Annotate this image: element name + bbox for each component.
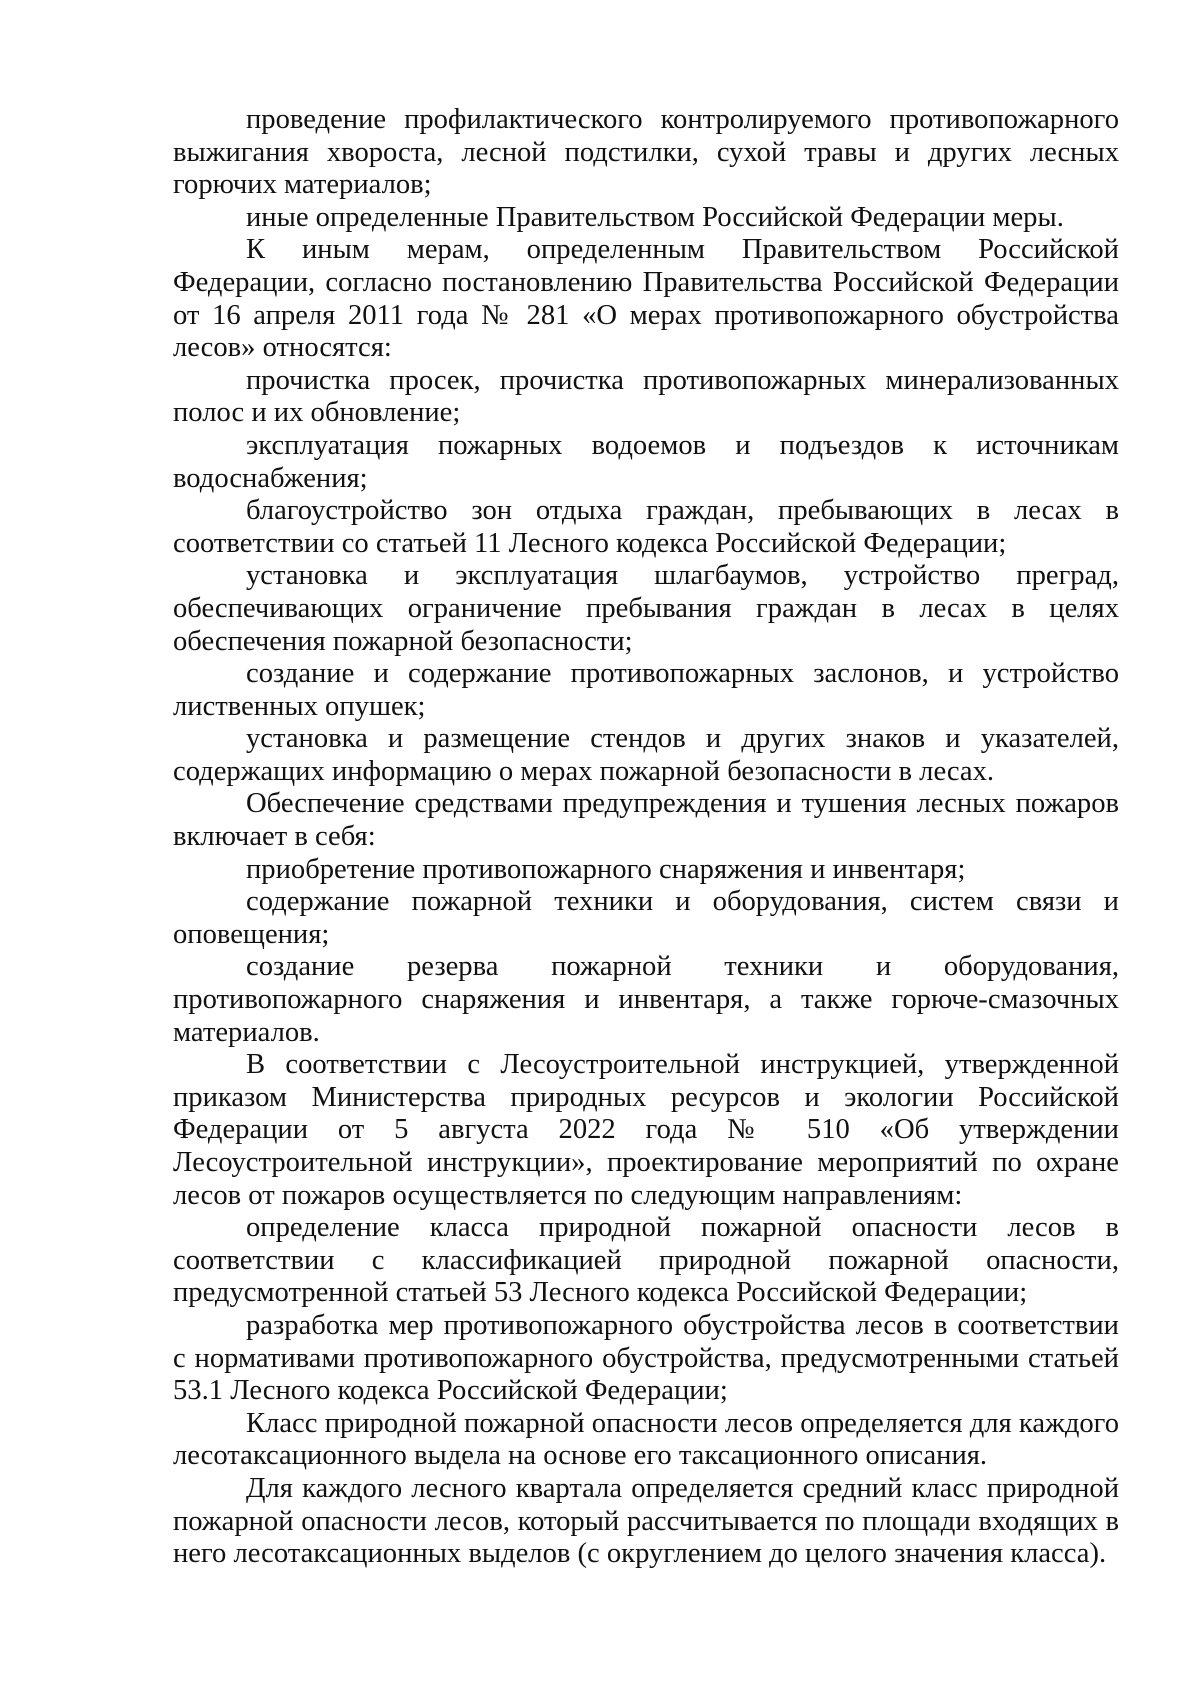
paragraph-15: определение класса природной пожарной опасности лесов в соответствии с классификацией природной пожарной опасности, предусмотренной статьей 53 Лесного кодекса Российской Федерации; xyxy=(173,1212,1119,1309)
paragraph-12: содержание пожарной техники и оборудования, систем связи и оповещения; xyxy=(173,886,1119,950)
paragraph-9: установка и размещение стендов и других знаков и указателей, содержащих информацию о мерах пожарной безопасности в лесах. xyxy=(173,723,1119,787)
paragraph-4: прочистка просек, прочистка противопожарных минерализованных полос и их обновление; xyxy=(173,364,1119,429)
document-page xyxy=(173,104,1119,1571)
paragraph-8: создание и содержание противопожарных заслонов, и устройство лиственных опушек; xyxy=(173,658,1119,722)
paragraph-13: создание резерва пожарной техники и оборудования, противопожарного снаряжения и инвентаря, а также горюче-смазочных материалов. xyxy=(173,951,1119,1048)
paragraph-10: Обеспечение средствами предупреждения и тушения лесных пожаров включает в себя: xyxy=(173,788,1119,853)
paragraph-16: разработка мер противопожарного обустройства лесов в соответствии с нормативами противопожарного обустройства, предусмотренными статьей 53.1 Лесного кодекса Российской Федерации; xyxy=(173,1309,1119,1407)
paragraph-11: приобретение противопожарного снаряжения и инвентаря; xyxy=(246,853,966,885)
paragraph-6: благоустройство зон отдыха граждан, пребывающих в лесах в соответствии со статьей 11 Лесного кодекса Российской Федерации; xyxy=(173,495,1119,559)
paragraph-7: установка и эксплуатация шлагбаумов, устройство преград, обеспечивающих ограничение пребывания граждан в лесах в целях обеспечения пожарной безопасности; xyxy=(173,560,1119,657)
paragraph-1: проведение профилактического контролируемого противопожарного выжигания хвороста, лесной подстилки, сухой травы и других лесных горючих материалов; xyxy=(173,104,1119,201)
paragraph-2: иные определенные Правительством Российской Федерации меры. xyxy=(246,201,1064,233)
paragraph-5: эксплуатация пожарных водоемов и подъездов к источникам водоснабжения; xyxy=(173,429,1119,494)
paragraph-3: К иным мерам, определенным Правительством Российской Федерации, согласно постановлению Правительства Российской Федерации от 16 апреля 2011 года № 281 «О мерах противопожарного обустройства лесов» относятся: xyxy=(173,234,1119,364)
paragraph-17: Класс природной пожарной опасности лесов определяется для каждого лесотаксационного выдела на основе его таксационного описания. xyxy=(173,1407,1119,1472)
paragraph-14: В соответствии с Лесоустроительной инструкцией, утвержденной приказом Министерства природных ресурсов и экологии Российской Федерации от 5 августа 2022 года № 510 «Об утверждении Лесоустроительной инструкции», проектирование мероприятий по охране лесов от пожаров осуществляется по следующим направлениям: xyxy=(173,1049,1119,1211)
paragraph-18: Для каждого лесного квартала определяется средний класс природной пожарной опасности лесов, который рассчитывается по площади входящих в него лесотаксационных выделов (с округлением до целого значения класса). xyxy=(173,1472,1119,1570)
